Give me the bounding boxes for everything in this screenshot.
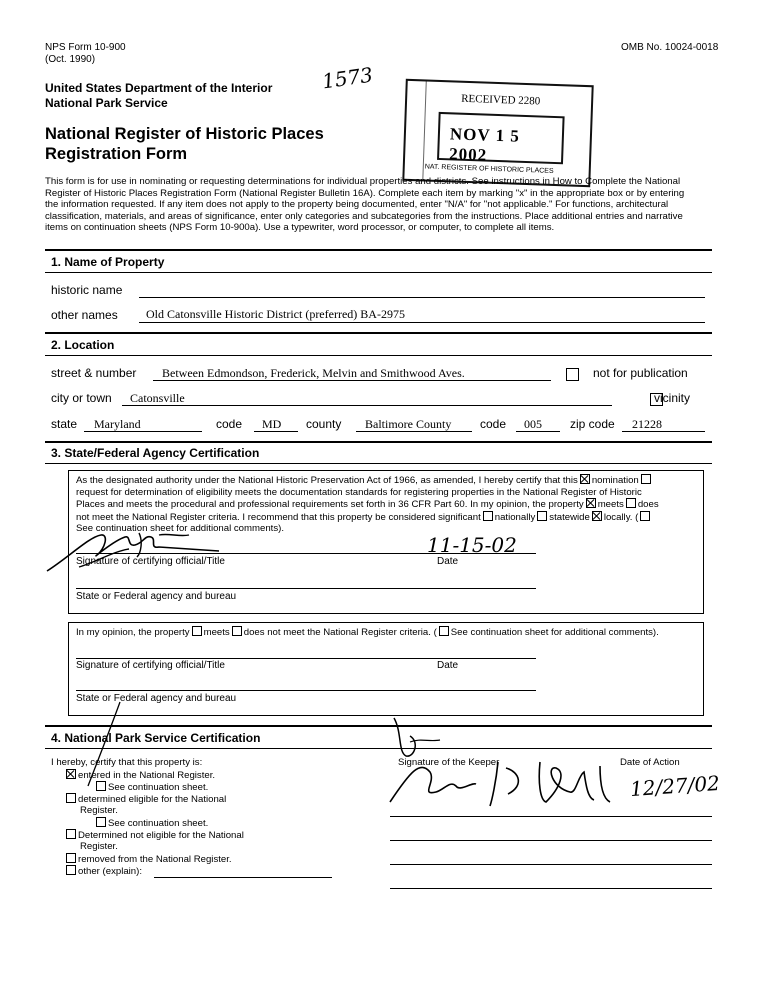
signature-label-2: Signature of certifying official/Title	[76, 660, 225, 671]
stamp-date-box	[437, 112, 565, 164]
entered-checkbox[interactable]	[66, 769, 76, 779]
section4-title: 4. National Park Service Certification	[51, 731, 261, 745]
section3-title: 3. State/Federal Agency Certification	[51, 446, 260, 460]
locally-checkbox[interactable]	[592, 511, 602, 521]
certification-date-value: 11-15-02	[427, 533, 517, 557]
keeper-label: Signature of the Keeper	[398, 757, 500, 768]
historic-name-line	[139, 297, 705, 298]
request-checkbox[interactable]	[641, 474, 651, 484]
opinion-does-not-meet-checkbox[interactable]	[232, 626, 242, 636]
section3-underline	[45, 463, 712, 464]
see-continuation-checkbox-2[interactable]	[96, 817, 106, 827]
date-label-1: Date	[437, 556, 459, 567]
pen-mark	[80, 700, 130, 790]
city-label: city or town	[51, 391, 112, 405]
determined-option: determined eligible for the National	[64, 793, 226, 806]
does-not-meet-checkbox[interactable]	[626, 498, 636, 508]
section2-underline	[45, 355, 712, 356]
zip-label: zip code	[570, 417, 615, 431]
county-value[interactable]: Baltimore County	[365, 417, 452, 431]
form-title: National Register of Historic Places	[45, 125, 324, 143]
entered-option: entered in the National Register.	[64, 769, 215, 782]
section2-rule	[45, 332, 712, 334]
keeper-line-4	[390, 888, 712, 889]
handwritten-reference: 1573	[320, 62, 375, 94]
keeper-line-2	[390, 840, 712, 841]
street-label: street & number	[51, 366, 137, 380]
determined-checkbox[interactable]	[66, 793, 76, 803]
opinion-box	[68, 622, 704, 716]
date-of-action-label: Date of Action	[620, 757, 680, 768]
removed-checkbox[interactable]	[66, 853, 76, 863]
other-names-line	[139, 322, 705, 323]
code-line	[254, 431, 298, 432]
opinion-text: In my opinion, the property meets does not meet the National Register criteria. ( See continuation sheet for additional comments).	[76, 627, 659, 638]
street-line	[153, 380, 551, 381]
statewide-checkbox[interactable]	[537, 511, 547, 521]
nomination-checkbox[interactable]	[580, 474, 590, 484]
signature-label-1: Signature of certifying official/Title	[76, 556, 225, 567]
department: United States Department of the Interior	[45, 81, 273, 95]
county-line	[356, 431, 472, 432]
code2-line	[516, 431, 560, 432]
state-value[interactable]: Maryland	[94, 417, 141, 431]
meets-checkbox[interactable]	[586, 498, 596, 508]
other-option: other (explain):	[64, 865, 142, 878]
other-checkbox[interactable]	[66, 865, 76, 875]
other-names-value[interactable]: Old Catonsville Historic District (preferred) BA-2975	[146, 307, 405, 321]
not-eligible-option: Determined not eligible for the National	[64, 829, 244, 842]
signature-line-2	[76, 658, 536, 659]
other-explain-line	[154, 877, 332, 878]
form-number: NPS Form 10-900	[45, 42, 126, 53]
form-subtitle: Registration Form	[45, 145, 188, 163]
state-certification-box	[68, 470, 704, 614]
certify-statement: I hereby, certify that this property is:	[51, 757, 203, 768]
nationally-checkbox[interactable]	[483, 511, 493, 521]
see-continuation-1: See continuation sheet.	[94, 781, 208, 794]
service: National Park Service	[45, 96, 168, 110]
section1-rule	[45, 249, 712, 251]
zip-value[interactable]: 21228	[632, 417, 662, 431]
county-label: county	[306, 417, 342, 431]
zip-line	[622, 431, 705, 432]
historic-name-label: historic name	[51, 283, 123, 297]
determined-option-line2: Register.	[80, 805, 118, 816]
city-line	[122, 405, 612, 406]
continuation-checkbox-2[interactable]	[439, 626, 449, 636]
keeper-signature	[380, 712, 630, 812]
continuation-checkbox-1[interactable]	[640, 511, 650, 521]
not-for-publication-checkbox[interactable]	[566, 368, 579, 381]
keeper-line-3	[390, 864, 712, 865]
see-continuation-2: See continuation sheet.	[94, 817, 208, 830]
date-of-action-value: 12/27/02	[629, 770, 721, 802]
agency-label-1: State or Federal agency and bureau	[76, 591, 237, 602]
agency-label-2: State or Federal agency and bureau	[76, 693, 237, 704]
keeper-line-1	[390, 816, 712, 817]
date-label-2: Date	[437, 660, 459, 671]
agency-line-2	[76, 690, 536, 691]
intro-text: This form is for use in nominating or requesting determinations for individual properties and districts. See instructions in How to Complete the National Register of Historic Places Registration Form (National Register Bulletin 16A). Complete each item by marking "x" in the appropriate box or by entering the information requested. If any item does not apply to the property being documented, enter "N/A" for "not applicable." For functions, architectural classification, materials, and areas of significance, enter only categories and subcategories from the instructions. Place additional entries and narrative items on continuation sheets (NPS Form 10-900a). Use a typewriter, word processor, or computer, to complete all items.	[45, 176, 685, 234]
received-stamp	[402, 79, 593, 187]
stamp-footer: NAT. REGISTER OF HISTORIC PLACES	[424, 163, 554, 175]
not-for-publication-label: not for publication	[593, 366, 688, 380]
code2-label: code	[480, 417, 507, 431]
stamp-received: RECEIVED 2280	[460, 92, 541, 108]
form-date: (Oct. 1990)	[45, 54, 96, 65]
section1-title: 1. Name of Property	[51, 255, 165, 269]
code2-value[interactable]: 005	[524, 417, 542, 431]
not-eligible-checkbox[interactable]	[66, 829, 76, 839]
section2-title: 2. Location	[51, 338, 115, 352]
stamp-date: NOV 1 5 2002	[448, 124, 521, 165]
omb-number: OMB No. 10024-0018	[621, 42, 719, 53]
removed-option: removed from the National Register.	[64, 853, 232, 866]
section3-rule	[45, 441, 712, 443]
state-label: state	[51, 417, 78, 431]
city-value[interactable]: Catonsville	[130, 391, 185, 405]
not-eligible-option-line2: Register.	[80, 841, 118, 852]
code-value[interactable]: MD	[262, 417, 282, 431]
section1-underline	[45, 272, 712, 273]
certifying-official-signature	[39, 527, 239, 577]
other-names-label: other names	[51, 308, 118, 322]
certification-text: As the designated authority under the National Historic Preservation Act of 1966, as amended, I hereby certify that this nomination request for determination of eligibility meets the documentation standards for registering properties in the National Register of Historic Places and meets the procedural and professional requirements set forth in 36 CFR Part 60. In my opinion, the property meets does not meet the National Register criteria. I recommend that this property be considered significant nationally statewide locally. ( See continuation sheet for additional comments).	[76, 475, 659, 535]
code-label: code	[216, 417, 243, 431]
street-value[interactable]: Between Edmondson, Frederick, Melvin and Smithwood Aves.	[162, 366, 465, 380]
opinion-meets-checkbox[interactable]	[192, 626, 202, 636]
agency-line-1	[76, 588, 536, 589]
vicinity-label: vicinity	[654, 391, 691, 405]
state-line	[84, 431, 202, 432]
